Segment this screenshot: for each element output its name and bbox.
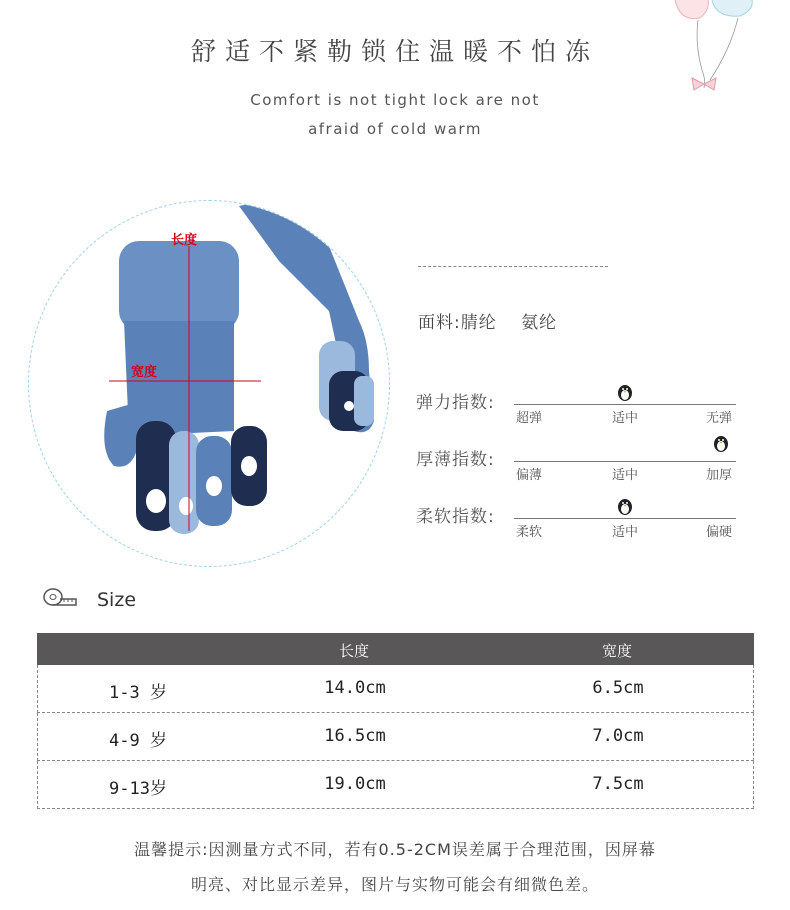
scale-tick-mid: 适中 xyxy=(612,525,639,540)
elasticity-scale xyxy=(416,388,746,428)
scale-tick-mid: 适中 xyxy=(612,468,639,483)
scale-label: 柔软指数: xyxy=(416,507,495,527)
subtitle-line-1: Comfort is not tight lock are not xyxy=(250,91,540,109)
glove-photo xyxy=(28,200,390,567)
glove-illustration xyxy=(29,201,389,566)
scale-line xyxy=(514,461,736,462)
scale-tick-right: 偏硬 xyxy=(706,525,733,540)
cell-width: 7.0cm xyxy=(592,726,644,746)
spec-divider xyxy=(418,266,608,267)
penguin-marker-icon xyxy=(616,382,634,402)
scale-line xyxy=(514,518,736,519)
scale-tick-right: 加厚 xyxy=(706,468,733,483)
table-row xyxy=(37,761,754,809)
length-marker-label: 长度 xyxy=(171,233,198,248)
subtitle-line-2: afraid of cold warm xyxy=(308,120,482,138)
thickness-scale xyxy=(416,445,746,485)
table-row xyxy=(37,713,754,761)
scale-label: 弹力指数: xyxy=(416,393,495,413)
scale-line xyxy=(514,404,736,405)
scale-tick-left: 柔软 xyxy=(516,525,543,540)
softness-scale xyxy=(416,502,746,542)
cell-length: 14.0cm xyxy=(324,678,386,698)
cell-length: 16.5cm xyxy=(324,726,386,746)
cell-length: 19.0cm xyxy=(324,774,386,794)
cell-width: 7.5cm xyxy=(592,774,644,794)
measurement-note xyxy=(0,832,790,902)
penguin-marker-icon xyxy=(616,496,634,516)
scale-label: 厚薄指数: xyxy=(416,450,495,470)
note-line-2: 明亮、对比显示差异，图片与实物可能会有细微色差。 xyxy=(190,875,599,894)
header-width: 宽度 xyxy=(601,642,632,660)
cell-width: 6.5cm xyxy=(592,678,644,698)
page-title: 舒适不紧勒锁住温暖不怕冻 xyxy=(190,37,599,66)
tape-measure-icon xyxy=(42,586,78,610)
scale-tick-left: 超弹 xyxy=(516,411,543,426)
cell-age: 9-13岁 xyxy=(109,779,167,799)
scale-tick-mid: 适中 xyxy=(612,411,639,426)
cell-age: 1-3 岁 xyxy=(109,683,167,703)
size-table xyxy=(37,633,754,809)
table-row xyxy=(37,665,754,713)
header-length: 长度 xyxy=(338,642,369,660)
table-header xyxy=(37,633,754,665)
balloon-decoration xyxy=(650,0,770,100)
width-marker-label: 宽度 xyxy=(131,365,158,380)
scale-tick-left: 偏薄 xyxy=(516,468,543,483)
penguin-marker-icon xyxy=(712,433,730,453)
size-title: Size xyxy=(97,589,137,611)
scale-tick-right: 无弹 xyxy=(706,411,733,426)
note-line-1: 温馨提示:因测量方式不同，若有0.5-2CM误差属于合理范围，因屏幕 xyxy=(134,840,656,859)
cell-age: 4-9 岁 xyxy=(109,731,167,751)
fabric-info: 面料:腈纶 氨纶 xyxy=(418,313,558,333)
